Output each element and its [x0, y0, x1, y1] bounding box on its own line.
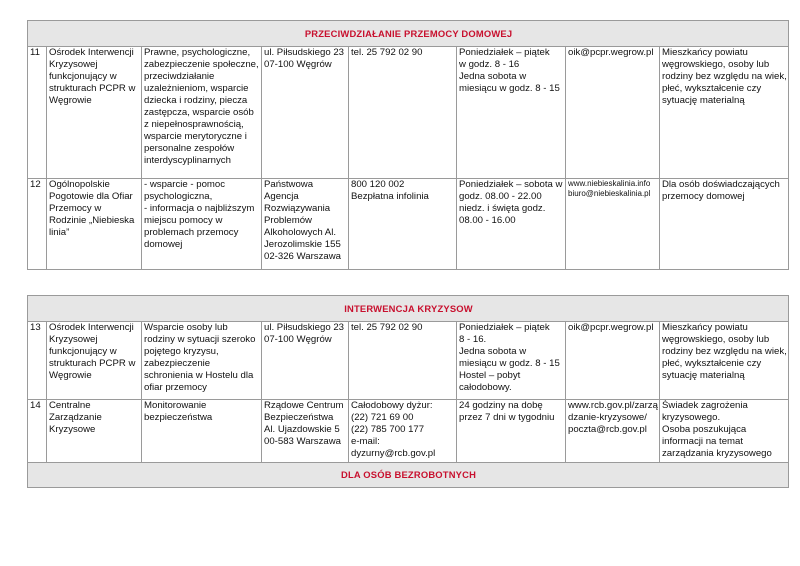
- target-group: Świadek zagrożenia kryzysowego. Osoba poszukująca informacji na temat zarządzania kryzysowego: [660, 400, 789, 463]
- address: ul. Piłsudskiego 23 07-100 Węgrów: [262, 47, 349, 179]
- opening-hours: 24 godziny na dobę przez 7 dni w tygodniu: [457, 400, 566, 463]
- section-title: DLA OSÓB BEZROBOTNYCH: [28, 463, 789, 488]
- table-crisis-intervention: [27, 295, 789, 488]
- contact: oik@pcpr.wegrow.pl: [566, 322, 660, 400]
- section-title: PRZECIWDZIAŁANIE PRZEMOCY DOMOWEJ: [28, 21, 789, 47]
- phone: tel. 25 792 02 90: [349, 47, 457, 179]
- row-number: 11: [28, 47, 47, 179]
- table-row: [28, 322, 789, 400]
- contact: www.rcb.gov.pl/zarządzanie-kryzysowe/ poczta@rcb.gov.pl: [566, 400, 660, 463]
- opening-hours: Poniedziałek – piątek w godz. 8 - 16 Jedna sobota w miesiącu w godz. 8 - 15: [457, 47, 566, 179]
- institution-name: Centralne Zarządzanie Kryzysowe: [47, 400, 142, 463]
- table-row: [28, 47, 789, 179]
- row-number: 14: [28, 400, 47, 463]
- table-domestic-violence: [27, 20, 789, 270]
- opening-hours: Poniedziałek – sobota w godz. 08.00 - 22.00 niedz. i święta godz. 08.00 - 16.00: [457, 179, 566, 270]
- institution-name: Ogólnopolskie Pogotowie dla Ofiar Przemocy w Rodzinie „Niebieska linia”: [47, 179, 142, 270]
- address: Państwowa Agencja Rozwiązywania Problemów Alkoholowych Al. Jerozolimskie 155 02-326 Warszawa: [262, 179, 349, 270]
- support-scope: Monitorowanie bezpieczeństwa: [142, 400, 262, 463]
- phone: Całodobowy dyżur: (22) 721 69 00 (22) 785 700 177 e-mail: dyzurny@rcb.gov.pl: [349, 400, 457, 463]
- support-scope: - wsparcie - pomoc psychologiczna, - informacja o najbliższym miejscu pomocy w problemach przemocy domowej: [142, 179, 262, 270]
- contact: www.niebieskalinia.info biuro@niebieskalinia.pl: [566, 179, 660, 270]
- institution-name: Ośrodek Interwencji Kryzysowej funkcjonujący w strukturach PCPR w Węgrowie: [47, 47, 142, 179]
- section-title: INTERWENCJA KRYZYSOW: [28, 296, 789, 322]
- support-scope: Prawne, psychologiczne, zabezpieczenie społeczne, przeciwdziałanie uzależnieniom, wsparcie dziecka i rodziny, piecza zastępcza, wsparcie osób z niepełnosprawnością, wsparcie merytoryczne i personalne zespołów interdyscyplinarnych: [142, 47, 262, 179]
- target-group: Dla osób doświadczających przemocy domowej: [660, 179, 789, 270]
- opening-hours: Poniedziałek – piątek 8 - 16. Jedna sobota w miesiącu w godz. 8 - 15 Hostel – pobyt całodobowy.: [457, 322, 566, 400]
- phone: tel. 25 792 02 90: [349, 322, 457, 400]
- address: Rządowe Centrum Bezpieczeństwa Al. Ujazdowskie 5 00-583 Warszawa: [262, 400, 349, 463]
- contact: oik@pcpr.wegrow.pl: [566, 47, 660, 179]
- target-group: Mieszkańcy powiatu węgrowskiego, osoby lub rodziny bez względu na wiek, płeć, wykształcenie czy sytuację materialną: [660, 47, 789, 179]
- row-number: 13: [28, 322, 47, 400]
- row-number: 12: [28, 179, 47, 270]
- address: ul. Piłsudskiego 23 07-100 Węgrów: [262, 322, 349, 400]
- support-scope: Wsparcie osoby lub rodziny w sytuacji szeroko pojętego kryzysu, zabezpieczenie schronienia w Hostelu dla ofiar przemocy: [142, 322, 262, 400]
- phone: 800 120 002 Bezpłatna infolinia: [349, 179, 457, 270]
- institution-name: Ośrodek Interwencji Kryzysowej funkcjonujący w strukturach PCPR w Węgrowie: [47, 322, 142, 400]
- target-group: Mieszkańcy powiatu węgrowskiego, osoby lub rodziny bez względu na wiek, płeć, wykształcenie czy sytuację materialną: [660, 322, 789, 400]
- table-row: [28, 179, 789, 270]
- table-row: [28, 400, 789, 463]
